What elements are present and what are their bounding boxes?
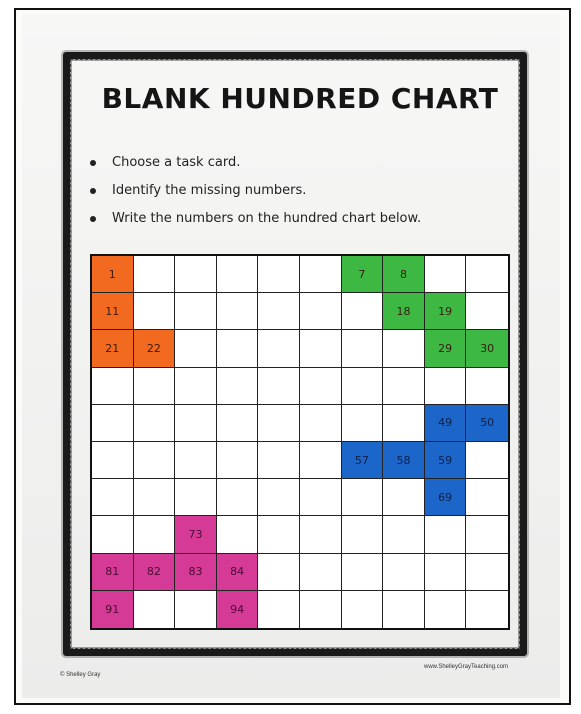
chart-cell-filled[interactable] (92, 330, 134, 367)
chart-cell-empty[interactable] (175, 330, 217, 367)
chart-cell-empty[interactable] (300, 442, 342, 479)
chart-cell-empty[interactable] (383, 479, 425, 516)
cell-number: 84 (230, 565, 245, 579)
chart-cell-empty[interactable] (134, 405, 176, 442)
chart-cell-empty[interactable] (258, 516, 300, 553)
chart-cell-filled[interactable] (425, 330, 467, 367)
cell-number: 11 (105, 304, 120, 318)
chart-cell-empty[interactable] (383, 516, 425, 553)
chart-cell-empty[interactable] (175, 442, 217, 479)
cell-number: 29 (438, 341, 453, 355)
cell-number: 8 (399, 267, 407, 281)
cell-number: 81 (105, 565, 120, 579)
chart-cell-empty[interactable] (217, 479, 259, 516)
instruction-item (88, 207, 421, 235)
chart-cell-empty[interactable] (300, 368, 342, 405)
chart-cell-empty[interactable] (134, 368, 176, 405)
chart-cell-empty[interactable] (383, 368, 425, 405)
chart-cell-empty[interactable] (342, 405, 384, 442)
chart-cell-empty[interactable] (466, 442, 508, 479)
chart-cell-empty[interactable] (92, 368, 134, 405)
chart-cell-empty[interactable] (92, 405, 134, 442)
instruction-list (88, 151, 421, 235)
chart-cell-empty[interactable] (258, 330, 300, 367)
chart-cell-filled[interactable] (217, 554, 259, 591)
cell-number: 22 (146, 341, 161, 355)
chart-cell-filled[interactable] (92, 554, 134, 591)
chart-cell-empty[interactable] (134, 479, 176, 516)
chart-cell-empty[interactable] (383, 330, 425, 367)
chart-cell-empty[interactable] (466, 516, 508, 553)
cell-number: 94 (230, 602, 245, 616)
chart-cell-filled[interactable] (466, 405, 508, 442)
chart-cell-empty[interactable] (175, 256, 217, 293)
chart-cell-filled[interactable] (92, 256, 134, 293)
chart-cell-empty[interactable] (217, 516, 259, 553)
chart-cell-empty[interactable] (300, 405, 342, 442)
chart-cell-empty[interactable] (217, 256, 259, 293)
instruction-text: Write the numbers on the hundred chart below. (112, 211, 422, 226)
chart-cell-empty[interactable] (466, 368, 508, 405)
chart-cell-empty[interactable] (217, 368, 259, 405)
chart-cell-empty[interactable] (300, 293, 342, 330)
cell-number: 59 (438, 453, 453, 467)
chart-cell-empty[interactable] (258, 368, 300, 405)
chart-cell-empty[interactable] (258, 554, 300, 591)
chart-cell-empty[interactable] (134, 256, 176, 293)
bullet-icon (90, 160, 96, 166)
chart-cell-empty[interactable] (300, 591, 342, 628)
cell-number: 50 (480, 416, 495, 430)
instruction-item (88, 179, 421, 207)
chart-cell-empty[interactable] (466, 293, 508, 330)
cell-number: 91 (105, 602, 120, 616)
cell-number: 69 (438, 490, 453, 504)
footer-copyright: © Shelley Gray (60, 672, 101, 678)
chart-cell-empty[interactable] (383, 405, 425, 442)
chart-cell-filled[interactable] (217, 591, 259, 628)
chart-cell-empty[interactable] (300, 256, 342, 293)
chart-cell-empty[interactable] (134, 442, 176, 479)
cell-number: 49 (438, 416, 453, 430)
chart-cell-filled[interactable] (175, 516, 217, 553)
cell-number: 7 (358, 267, 366, 281)
chart-cell-empty[interactable] (134, 293, 176, 330)
chart-cell-filled[interactable] (383, 256, 425, 293)
chart-cell-empty[interactable] (300, 554, 342, 591)
chart-cell-empty[interactable] (134, 516, 176, 553)
chart-cell-filled[interactable] (466, 330, 508, 367)
chart-cell-empty[interactable] (466, 479, 508, 516)
worksheet-title: BLANK HUNDRED CHART (101, 82, 499, 115)
chart-cell-empty[interactable] (175, 591, 217, 628)
chart-cell-empty[interactable] (92, 516, 134, 553)
chart-cell-filled[interactable] (383, 442, 425, 479)
chart-cell-empty[interactable] (425, 554, 467, 591)
chart-cell-empty[interactable] (425, 256, 467, 293)
chart-cell-empty[interactable] (175, 293, 217, 330)
chart-cell-empty[interactable] (92, 479, 134, 516)
instruction-item (88, 151, 421, 179)
chart-cell-empty[interactable] (342, 516, 384, 553)
chart-cell-empty[interactable] (217, 405, 259, 442)
chart-cell-empty[interactable] (342, 591, 384, 628)
cell-number: 82 (146, 565, 161, 579)
chart-cell-empty[interactable] (300, 479, 342, 516)
chart-cell-filled[interactable] (134, 554, 176, 591)
chart-cell-empty[interactable] (425, 368, 467, 405)
chart-cell-empty[interactable] (258, 442, 300, 479)
chart-cell-empty[interactable] (425, 591, 467, 628)
cell-number: 18 (396, 304, 411, 318)
chart-cell-filled[interactable] (342, 256, 384, 293)
chart-cell-filled[interactable] (134, 330, 176, 367)
instruction-text: Choose a task card. (112, 155, 241, 170)
chart-cell-empty[interactable] (258, 405, 300, 442)
chart-cell-empty[interactable] (342, 554, 384, 591)
cell-number: 21 (105, 341, 120, 355)
chart-cell-empty[interactable] (217, 330, 259, 367)
bullet-icon (90, 216, 96, 222)
cell-number: 57 (354, 453, 369, 467)
chart-cell-empty[interactable] (300, 330, 342, 367)
chart-cell-empty[interactable] (175, 479, 217, 516)
chart-cell-empty[interactable] (342, 330, 384, 367)
hundred-chart-grid (90, 254, 510, 630)
chart-cell-empty[interactable] (217, 442, 259, 479)
chart-cell-empty[interactable] (342, 293, 384, 330)
chart-cell-empty[interactable] (175, 368, 217, 405)
chart-cell-filled[interactable] (425, 293, 467, 330)
chart-cell-filled[interactable] (175, 554, 217, 591)
cell-number: 1 (108, 267, 116, 281)
cell-number: 30 (480, 341, 495, 355)
chart-cell-filled[interactable] (92, 591, 134, 628)
chart-cell-empty[interactable] (466, 591, 508, 628)
chart-cell-filled[interactable] (342, 442, 384, 479)
footer-website: www.ShelleyGrayTeaching.com (424, 664, 509, 670)
chart-cell-filled[interactable] (425, 405, 467, 442)
cell-number: 83 (188, 565, 203, 579)
chart-cell-empty[interactable] (258, 293, 300, 330)
chart-cell-filled[interactable] (425, 442, 467, 479)
chart-cell-filled[interactable] (383, 293, 425, 330)
chart-cell-filled[interactable] (425, 479, 467, 516)
chart-cell-empty[interactable] (300, 516, 342, 553)
chart-cell-empty[interactable] (383, 591, 425, 628)
chart-cell-empty[interactable] (258, 479, 300, 516)
chart-cell-empty[interactable] (92, 442, 134, 479)
cell-number: 19 (438, 304, 453, 318)
chart-cell-empty[interactable] (342, 479, 384, 516)
chart-cell-empty[interactable] (217, 293, 259, 330)
bullet-icon (90, 188, 96, 194)
chart-cell-empty[interactable] (466, 256, 508, 293)
cell-number: 73 (188, 527, 203, 541)
chart-cell-empty[interactable] (383, 554, 425, 591)
chart-cell-empty[interactable] (134, 591, 176, 628)
chart-cell-empty[interactable] (258, 256, 300, 293)
cell-number: 58 (396, 453, 411, 467)
chart-cell-empty[interactable] (425, 516, 467, 553)
instruction-text: Identify the missing numbers. (112, 183, 307, 198)
chart-cell-empty[interactable] (175, 405, 217, 442)
chart-cell-empty[interactable] (258, 591, 300, 628)
chart-cell-filled[interactable] (92, 293, 134, 330)
chart-cell-empty[interactable] (466, 554, 508, 591)
chart-cell-empty[interactable] (342, 368, 384, 405)
